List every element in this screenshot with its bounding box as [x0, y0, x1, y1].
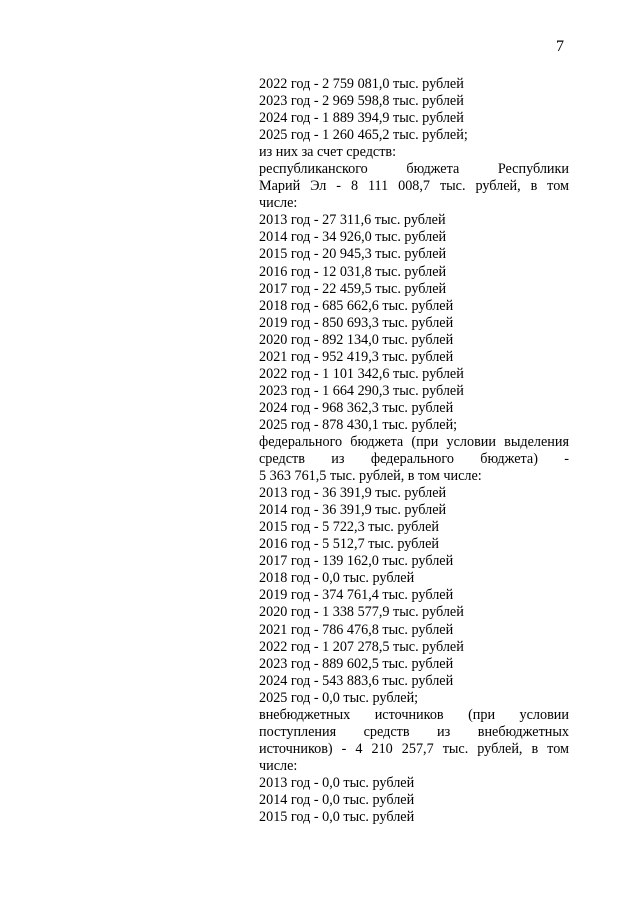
text-line: 2022 год - 1 101 342,6 тыс. рублей [259, 365, 464, 382]
page-number: 7 [556, 38, 564, 55]
text-line: 2016 год - 5 512,7 тыс. рублей [259, 536, 439, 553]
text-line: 2021 год - 786 476,8 тыс. рублей [259, 621, 454, 638]
text-line: 2014 год - 0,0 тыс. рублей [259, 791, 415, 808]
text-line: 2025 год - 1 260 465,2 тыс. рублей; [259, 127, 468, 144]
text-line: 2025 год - 0,0 тыс. рублей; [259, 689, 419, 706]
text-line: 2015 год - 0,0 тыс. рублей [259, 809, 415, 826]
text-line: 2018 год - 685 662,6 тыс. рублей [259, 297, 454, 314]
text-line: 2023 год - 889 602,5 тыс. рублей [259, 655, 454, 672]
text-line: 2013 год - 0,0 тыс. рублей [259, 774, 415, 791]
text-line: 2014 год - 36 391,9 тыс. рублей [259, 502, 447, 519]
text-line: средств из федерального бюджета) - [259, 451, 569, 468]
text-line: 2018 год - 0,0 тыс. рублей [259, 570, 415, 587]
text-line: федерального бюджета (при условии выделения [259, 433, 569, 450]
text-line: 2023 год - 2 969 598,8 тыс. рублей [259, 93, 464, 110]
text-line: 2024 год - 543 883,6 тыс. рублей [259, 672, 454, 689]
text-line: 2015 год - 20 945,3 тыс. рублей [259, 246, 447, 263]
text-line: внебюджетных источников (при условии [259, 706, 569, 723]
text-line: 2015 год - 5 722,3 тыс. рублей [259, 519, 439, 536]
text-line: 2022 год - 1 207 278,5 тыс. рублей [259, 638, 464, 655]
text-line: числе: [259, 757, 298, 774]
text-line: 2021 год - 952 419,3 тыс. рублей [259, 348, 454, 365]
text-line: 2019 год - 374 761,4 тыс. рублей [259, 587, 454, 604]
document-body [259, 76, 569, 826]
text-line: из них за счет средств: [259, 144, 397, 161]
text-line: республиканского бюджета Республики [259, 161, 569, 178]
text-line: 2013 год - 36 391,9 тыс. рублей [259, 485, 447, 502]
text-line: 5 363 761,5 тыс. рублей, в том числе: [259, 468, 482, 485]
text-line: поступления средств из внебюджетных [259, 723, 569, 740]
text-line: числе: [259, 195, 298, 212]
text-line: 2020 год - 892 134,0 тыс. рублей [259, 331, 454, 348]
text-line: 2016 год - 12 031,8 тыс. рублей [259, 263, 447, 280]
text-line: 2023 год - 1 664 290,3 тыс. рублей [259, 382, 464, 399]
text-line: 2017 год - 22 459,5 тыс. рублей [259, 280, 447, 297]
text-line: 2014 год - 34 926,0 тыс. рублей [259, 229, 447, 246]
text-line: 2024 год - 1 889 394,9 тыс. рублей [259, 110, 464, 127]
text-line: 2025 год - 878 430,1 тыс. рублей; [259, 416, 458, 433]
text-line: 2019 год - 850 693,3 тыс. рублей [259, 314, 454, 331]
text-line: 2017 год - 139 162,0 тыс. рублей [259, 553, 454, 570]
text-line: 2013 год - 27 311,6 тыс. рублей [259, 212, 446, 229]
text-line: Марий Эл - 8 111 008,7 тыс. рублей, в том [259, 178, 569, 195]
text-line: источников) - 4 210 257,7 тыс. рублей, в том [259, 740, 569, 757]
text-line: 2022 год - 2 759 081,0 тыс. рублей [259, 76, 464, 92]
text-line: 2020 год - 1 338 577,9 тыс. рублей [259, 604, 464, 621]
text-line: 2024 год - 968 362,3 тыс. рублей [259, 399, 454, 416]
